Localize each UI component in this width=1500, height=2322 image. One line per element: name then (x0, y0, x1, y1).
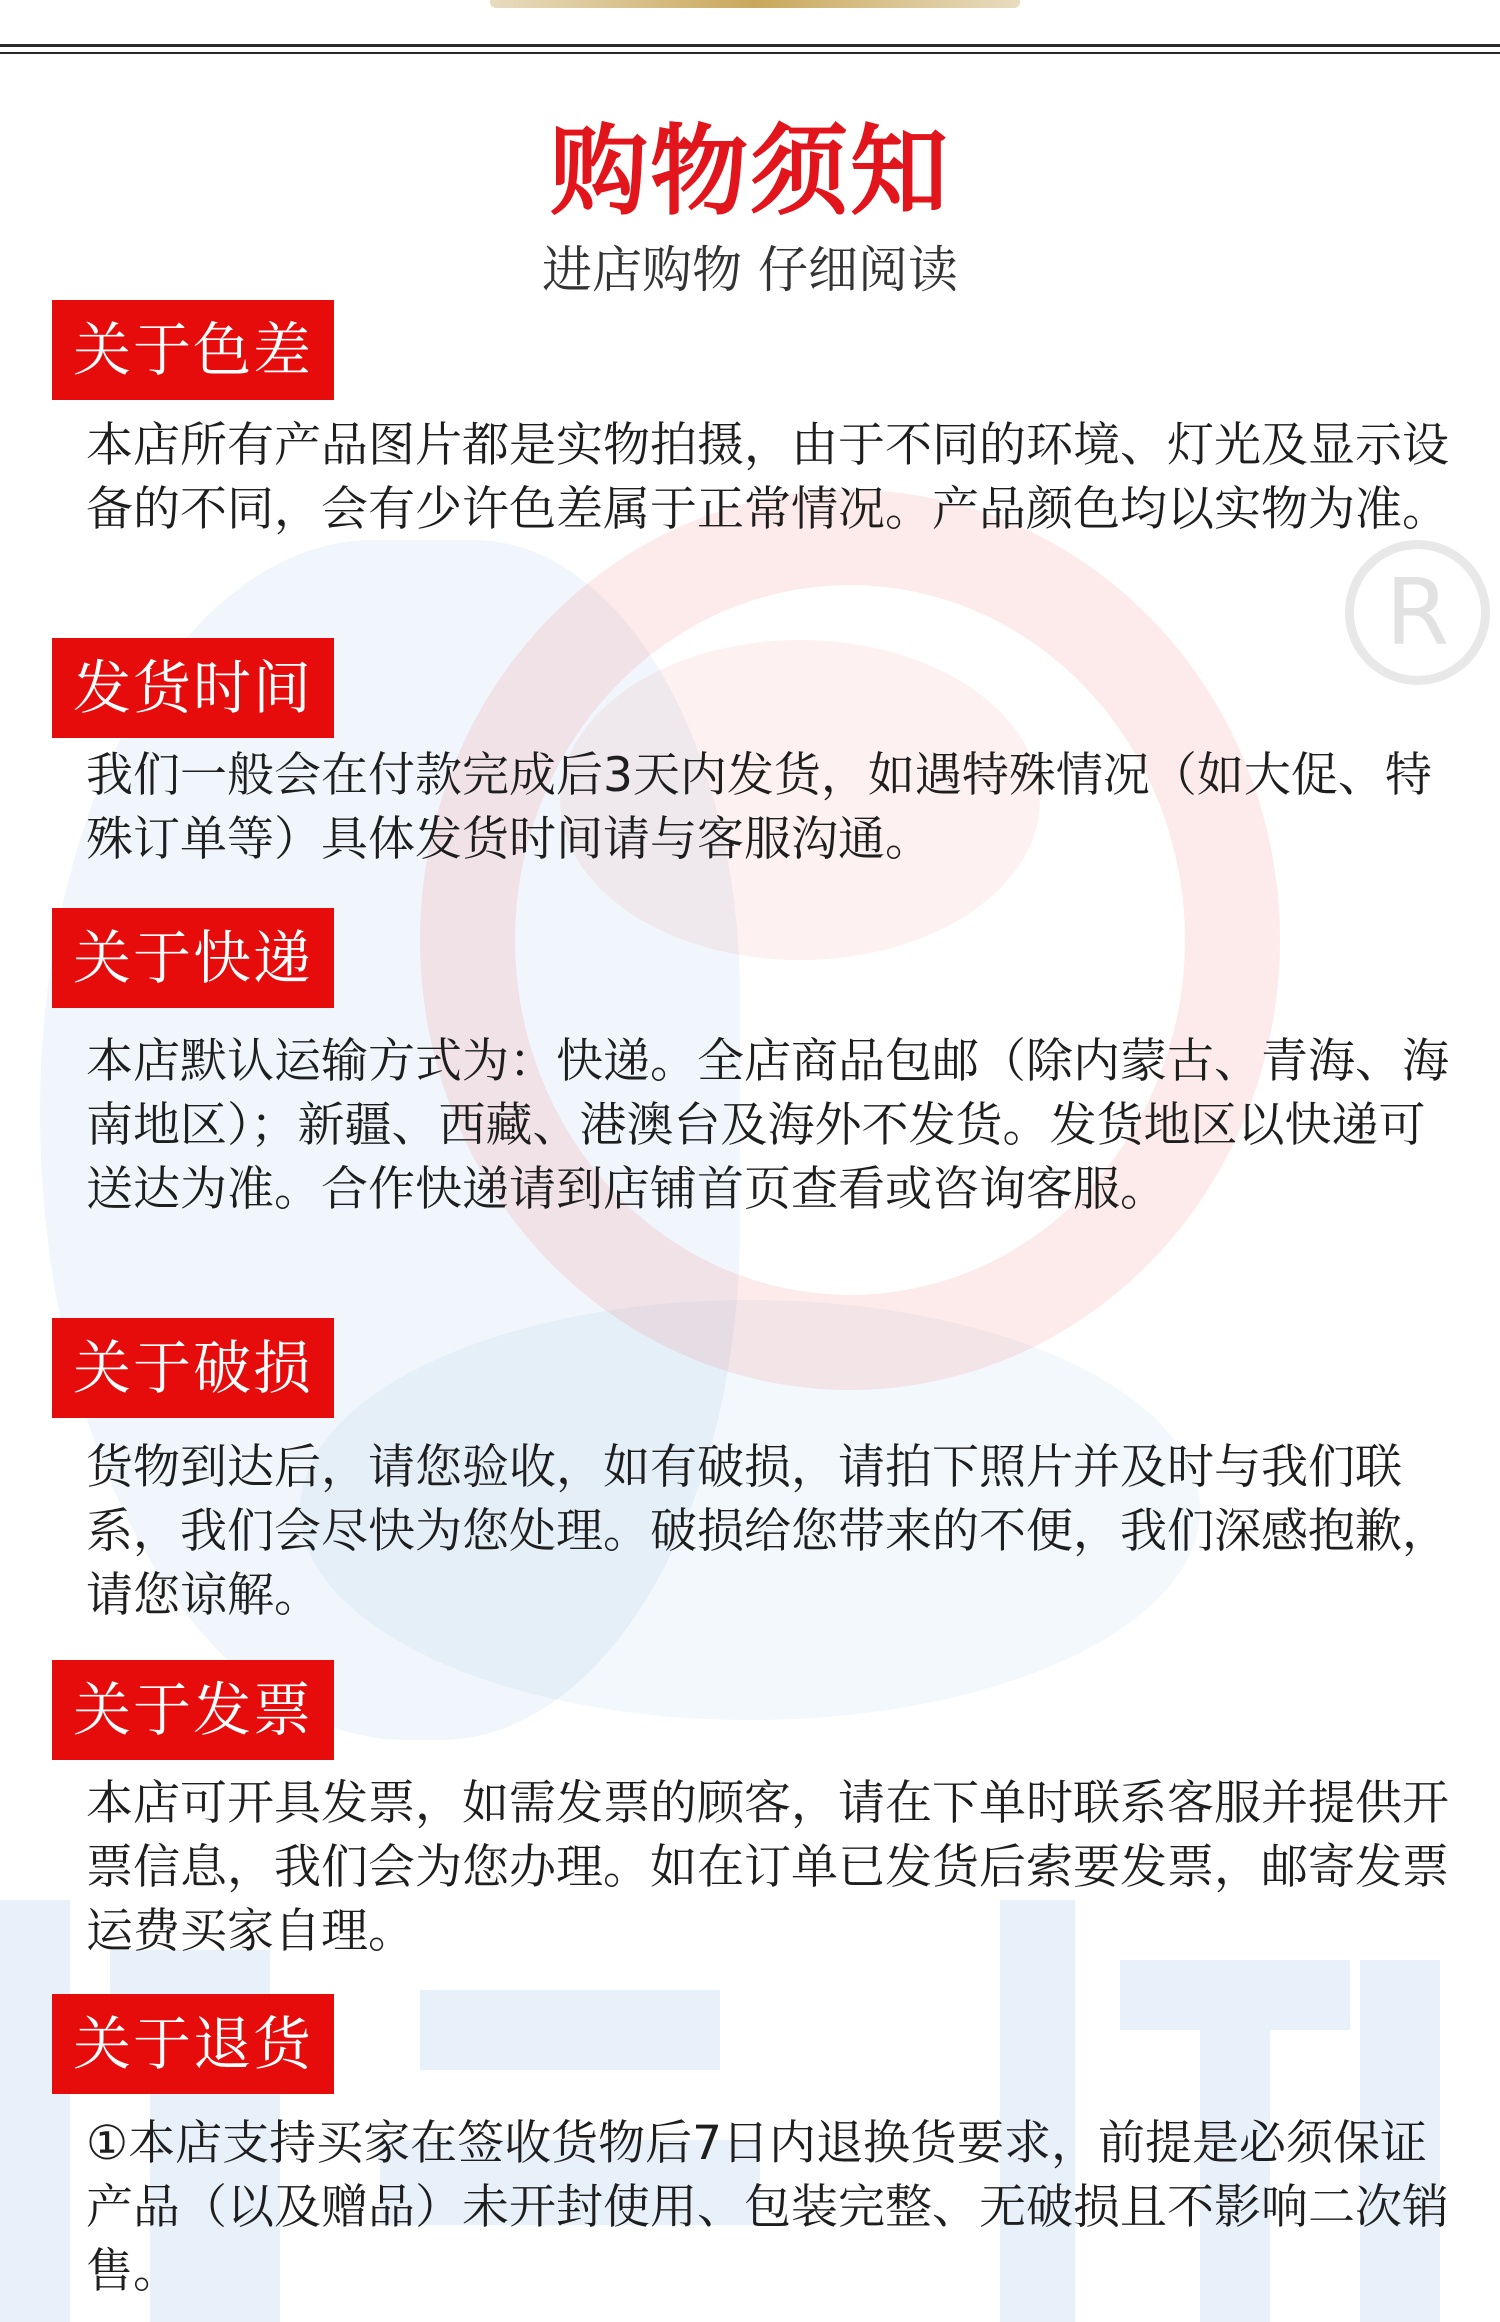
section-body-invoice: 本店可开具发票，如需发票的顾客，请在下单时联系客服并提供开票信息，我们会为您办理。如在订单已发货后索要发票，邮寄发票运费买家自理。 (86, 1776, 1449, 1959)
section-label-invoice: 关于发票 (52, 1660, 334, 1760)
watermark-red-ring (420, 490, 1280, 1390)
section-label-express: 关于快递 (52, 908, 334, 1008)
section-body-express: 本店默认运输方式为：快递。全店商品包邮（除内蒙古、青海、海南地区）；新疆、西藏、港澳台及海外不发货。发货地区以快递可送达为准。合作快递请到店铺首页查看或咨询客服。 (86, 1034, 1449, 1217)
top-divider-thin (0, 52, 1500, 54)
watermark-brand-stroke (0, 1900, 70, 2322)
watermark-brand-stroke (420, 1990, 720, 2070)
section-body-damage: 货物到达后，请您验收，如有破损，请拍下照片并及时与我们联系，我们会尽快为您处理。破损给您带来的不便，我们深感抱歉，请您谅解。 (86, 1440, 1449, 1623)
top-divider (0, 44, 1500, 47)
top-decoration-tab (490, 0, 1020, 8)
page-subtitle: 进店购物 仔细阅读 (542, 241, 958, 299)
section-label-color-difference: 关于色差 (52, 300, 334, 400)
watermark-brand-stroke (1120, 1960, 1350, 2030)
section-label-returns: 关于退货 (52, 1994, 334, 2094)
section-body-returns: ①本店支持买家在签收货物后7日内退换货要求，前提是必须保证产品（以及赠品）未开封使用、包装完整、无破损且不影响二次销售。 (86, 2116, 1449, 2299)
section-body-color-difference: 本店所有产品图片都是实物拍摄，由于不同的环境、灯光及显示设备的不同，会有少许色差属于正常情况。产品颜色均以实物为准。 (86, 418, 1449, 537)
section-body-shipping-time: 我们一般会在付款完成后3天内发货，如遇特殊情况（如大促、特殊订单等）具体发货时间请与客服沟通。 (86, 748, 1432, 867)
registered-trademark-icon: R (1345, 540, 1490, 685)
page-title: 购物须知 (549, 115, 950, 229)
section-label-shipping-time: 发货时间 (52, 638, 334, 738)
section-label-damage: 关于破损 (52, 1318, 334, 1418)
